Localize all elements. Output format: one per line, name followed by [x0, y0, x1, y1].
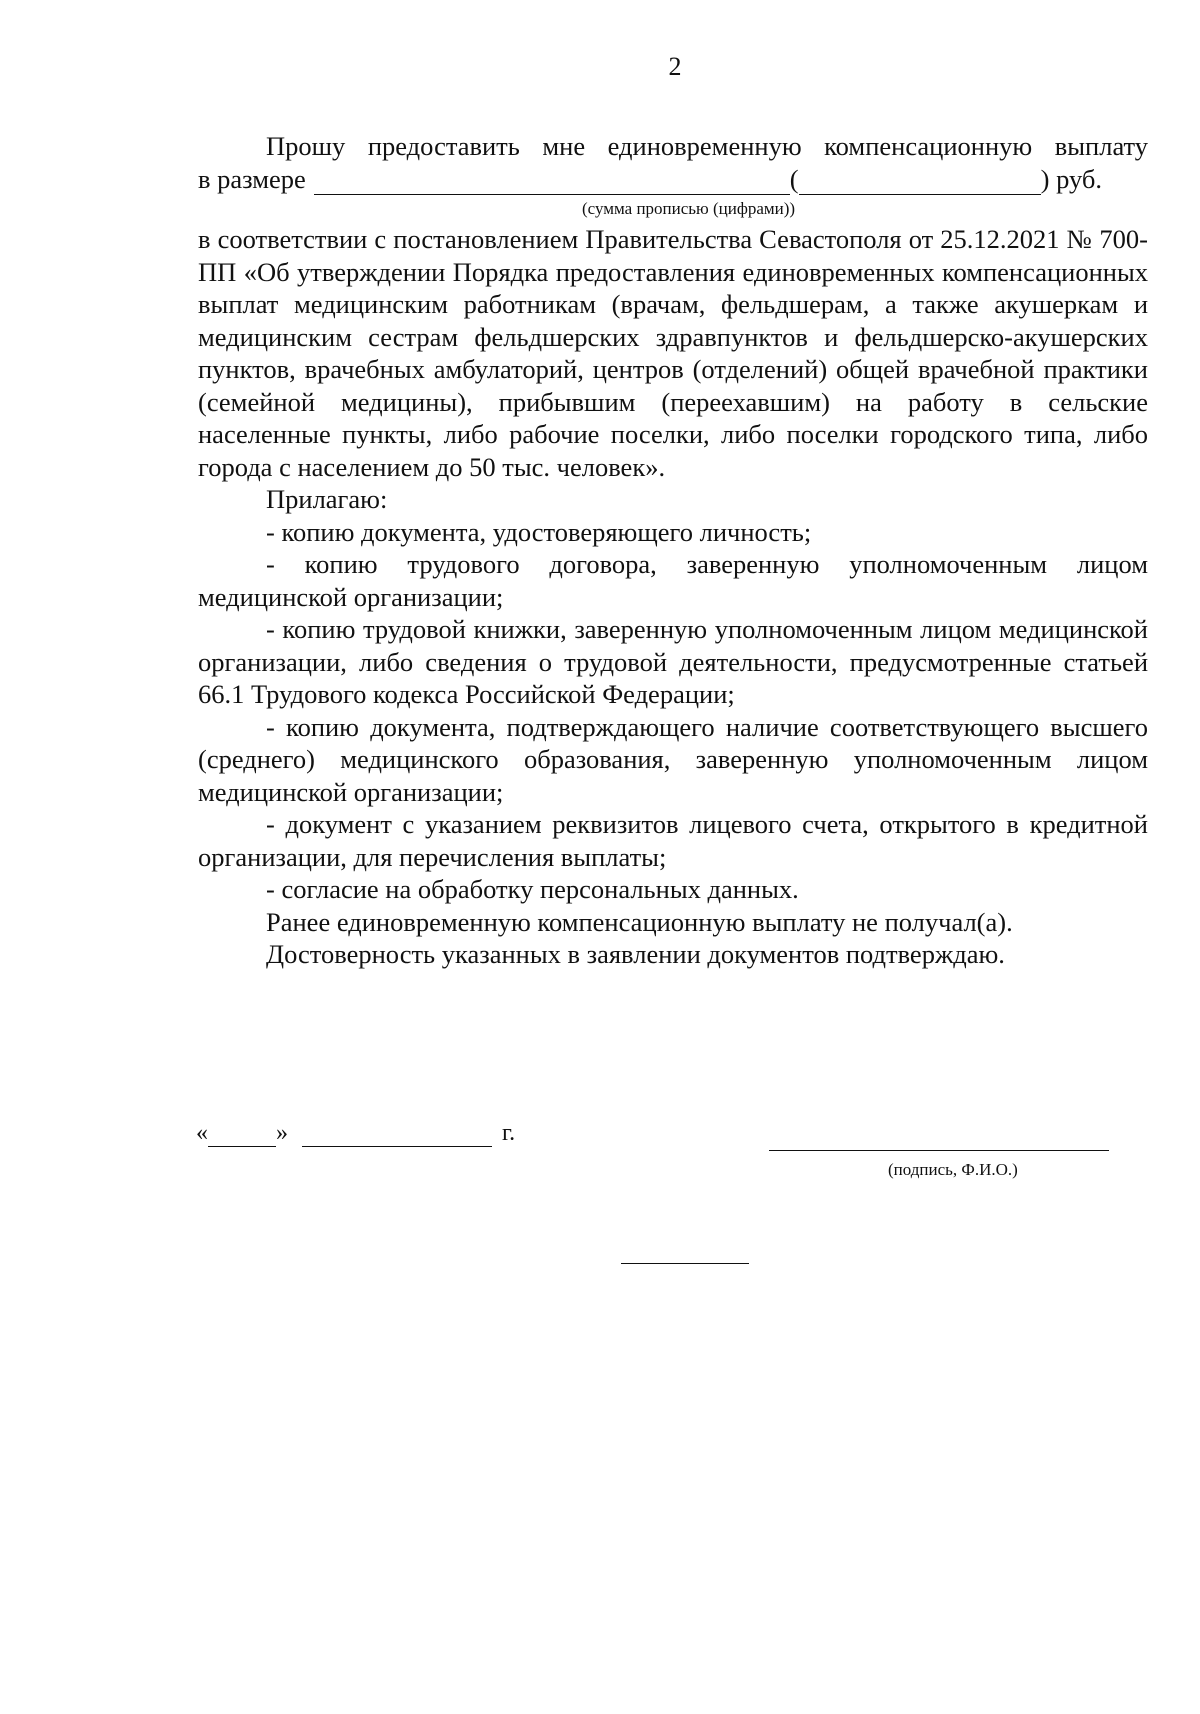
end-divider: [621, 1263, 749, 1264]
amount-digits-field[interactable]: [799, 168, 1041, 195]
month-year-field[interactable]: [302, 1124, 492, 1147]
amount-words-field[interactable]: [314, 168, 790, 195]
date-line: [196, 1120, 515, 1147]
statement-not-received: Ранее единовременную компенсационную выплату не получал(а).: [266, 906, 1013, 937]
attachment-item-employment-contract: - копию трудового договора, заверенную уполномоченным лицом медицинской организации;: [198, 549, 1148, 612]
legal-basis-paragraph: в соответствии с постановлением Правительства Севастополя от 25.12.2021 № 700-ПП «Об утверждении Порядка предоставления единовременных компенсационных выплат медицинским работникам (врачам, фельдшерам, а также акушеркам и медицинским сестрам фельдшерских здравпунктов и фельдшерско-акушерских пунктов, врачебных амбулаторий, центров (отделений) общей врачебной практики (семейной медицины), прибывшим (переехавшим) на работу в сельские населенные пункты, либо рабочие поселки, либо поселки городского типа, либо города с населением до 50 тыс. человек».: [198, 224, 1148, 482]
amount-caption: (сумма прописью (цифрами)): [582, 199, 796, 218]
year-suffix: г.: [502, 1120, 516, 1146]
date-close-quote: »: [276, 1120, 288, 1146]
signature-field[interactable]: [769, 1150, 1109, 1151]
day-field[interactable]: [208, 1124, 276, 1147]
attachment-item-bank-account: - документ с указанием реквизитов лицевого счета, открытого в кредитной организации, для перечисления выплаты;: [198, 809, 1148, 872]
amount-prefix: в размере: [198, 163, 306, 194]
page-number: 2: [668, 52, 682, 81]
attachment-item-consent: - согласие на обработку персональных данных.: [266, 874, 799, 904]
request-line: Прошу предоставить мне единовременную компенсационную выплату: [266, 131, 1148, 161]
attachment-item-identity: - копию документа, удостоверяющего личность;: [266, 516, 812, 547]
attachment-item-work-book: - копию трудовой книжки, заверенную уполномоченным лицом медицинской организации, либо сведения о трудовой деятельности, предусмотренные статьей 66.1 Трудового кодекса Российской Федерации;: [198, 614, 1148, 709]
application-body: [198, 130, 1148, 971]
amount-line: [198, 163, 1148, 196]
attachments-heading: Прилагаю:: [266, 484, 388, 514]
date-open-quote: «: [196, 1120, 208, 1146]
signature-block: [0, 1120, 1200, 1220]
attachment-item-education: - копию документа, подтверждающего наличие соответствующего высшего (среднего) медицинского образования, заверенную уполномоченным лицом медицинской организации;: [198, 711, 1148, 807]
amount-suffix: ) руб.: [1040, 163, 1102, 194]
signature-caption: (подпись, Ф.И.О.): [888, 1160, 1018, 1179]
statement-reliability: Достоверность указанных в заявлении документов подтверждаю.: [266, 939, 1005, 969]
amount-open-paren: (: [789, 163, 799, 194]
